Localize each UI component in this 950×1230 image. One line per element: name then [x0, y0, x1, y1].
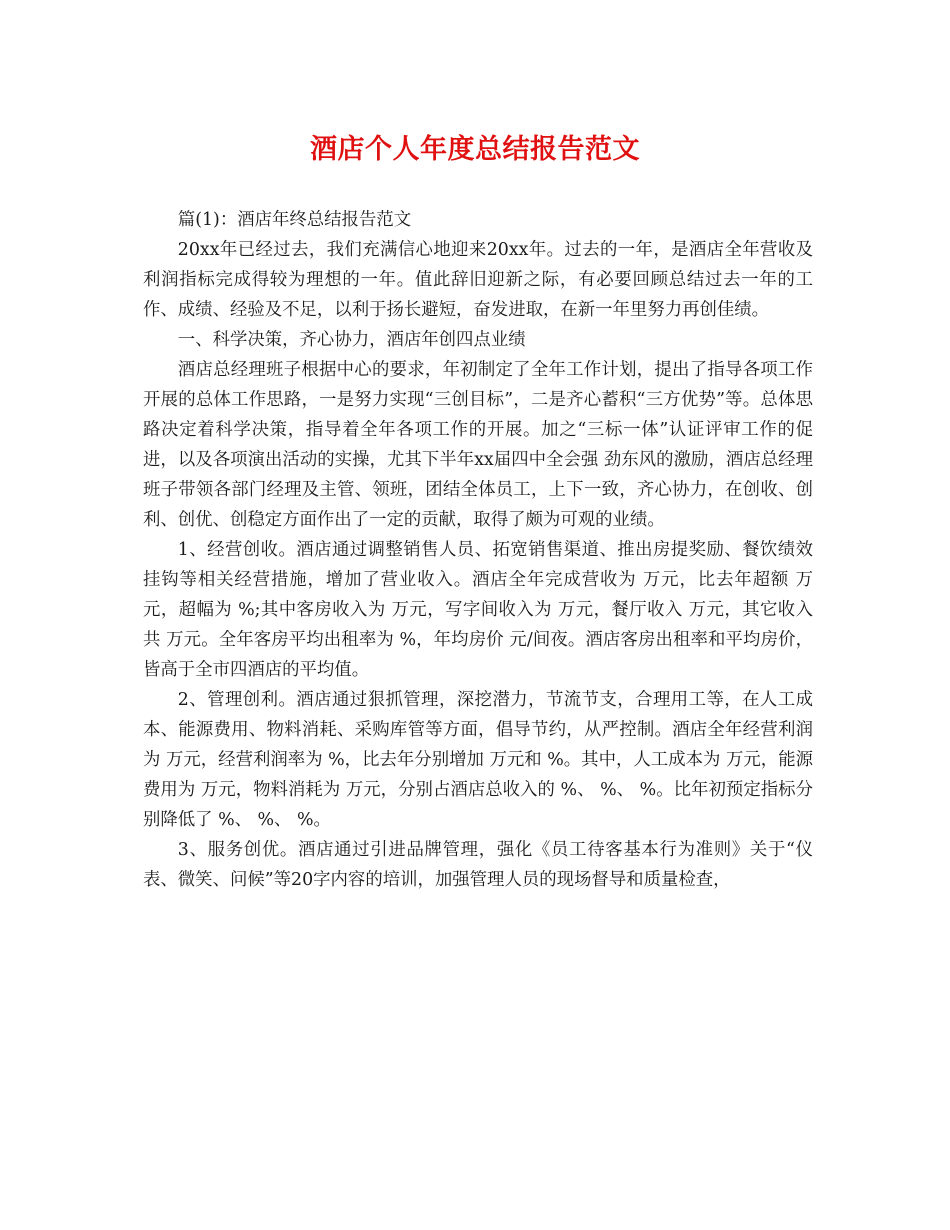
- section-heading: 一、科学决策，齐心协力，酒店年创四点业绩: [177, 330, 526, 350]
- paragraph: 20xx年已经过去，我们充满信心地迎来20xx年。过去的一年，是酒店全年营收及利润指标完成得较为理想的一年。值此辞旧迎新之际，有必要回顾总结过去一年的工作、成绩、经验及不足，以利于扬长避短，奋发进取，在新一年里努力再创佳绩。: [143, 240, 813, 320]
- section-heading: 篇(1)：酒店年终总结报告范文: [177, 210, 412, 230]
- paragraph: 酒店总经理班子根据中心的要求，年初制定了全年工作计划，提出了指导各项工作开展的总体工作思路，一是努力实现“三创目标”，二是齐心蓄积“三方优势”等。总体思路决定着科学决策，指导着全年各项工作的开展。加之“三标一体”认证评审工作的促进，以及各项演出活动的实操，尤其下半年xx届四中全会强 劲东风的激励，酒店总经理班子带领各部门经理及主管、领班，团结全体员工，上下一致，齐心协力，在创收、创利、创优、创稳定方面作出了一定的贡献，取得了颇为可观的业绩。: [143, 360, 813, 530]
- paragraph: 3、服务创优。酒店通过引进品牌管理，强化《员工待客基本行为准则》关于“仪表、微笑、问候”等20字内容的培训，加强管理人员的现场督导和质量检查，: [143, 840, 813, 890]
- paragraph: 2、管理创利。酒店通过狠抓管理，深挖潜力，节流节支，合理用工等，在人工成本、能源费用、物料消耗、采购库管等方面，倡导节约，从严控制。酒店全年经营利润为 万元，经营利润率为 %，比去年分别增加 万元和 %。其中，人工成本为 万元，能源费用为 万元，物料消耗为 万元，分别占酒店总收入的 %、 %、 %。比年初预定指标分别降低了 %、 %、 %。: [143, 690, 813, 830]
- document-body: [143, 205, 813, 895]
- paragraph: 1、经营创收。酒店通过调整销售人员、拓宽销售渠道、推出房提奖励、餐饮绩效挂钩等相关经营措施，增加了营业收入。酒店全年完成营收为 万元，比去年超额 万元，超幅为 %;其中客房收入为 万元，写字间收入为 万元，餐厅收入 万元，其它收入共 万元。全年客房平均出租率为 %，年均房价 元/间夜。酒店客房出租率和平均房价，皆高于全市四酒店的平均值。: [143, 540, 813, 680]
- document-title: 酒店个人年度总结报告范文: [310, 134, 640, 165]
